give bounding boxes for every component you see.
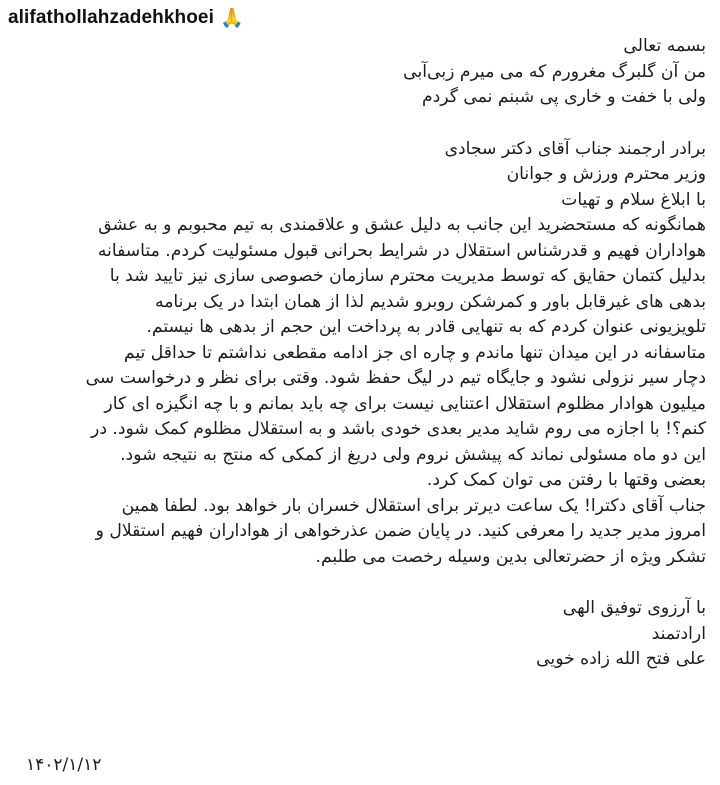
- invocation: بسمه تعالی: [623, 36, 706, 56]
- closing-line: ارادتمند: [651, 623, 706, 644]
- body-line: تلویزیونی عنوان کردم که به تنهایی قادر به پرداخت این حجم از بدهی ها نیستم.: [146, 317, 706, 337]
- body-line: بدهی های غیرقابل باور و کمرشکن روبرو شدیم لذا از همان ابتدا در یک برنامه: [155, 291, 706, 312]
- body-line: این دو ماه مسئولی نماند که پیشش نروم ولی دریغ از کمکی که منتج به نتیجه شود.: [120, 444, 706, 465]
- poem-line: من آن گلبرگ مغرورم که می میرم زبی‌آبی: [403, 61, 706, 82]
- greeting-line: برادر ارجمند جناب آقای دکتر سجادی: [444, 138, 706, 159]
- body-line: کنم؟! با اجازه می روم شاید مدیر بعدی خودی باشد و به استقلال مظلوم کمک شود. در: [91, 419, 706, 439]
- post-header: [8, 4, 244, 32]
- greeting-line: با ابلاغ سلام و تهیات: [561, 189, 706, 210]
- body-line: بعضی وقتها با رفتن می توان کمک کرد.: [426, 470, 706, 490]
- body-line: میلیون هوادار مظلوم استقلال اعتنایی نیست برای چه باید بمانم و با چه انگیزه ای کار: [104, 393, 706, 414]
- body-line: امروز مدیر جدید را معرفی کنید. در پایان ضمن عذرخواهی از هواداران فهیم استقلال و: [95, 521, 706, 541]
- letter-body: [6, 34, 706, 673]
- spacer: [6, 111, 706, 137]
- body-line: هواداران فهیم و قدرشناس استقلال در شرایط بحرانی قبول مسئولیت کردم. متاسفانه: [97, 240, 706, 261]
- folded-hands-icon: 🙏: [219, 6, 244, 29]
- poem-line: ولی با خفت و خاری پی شبنم نمی گردم: [421, 87, 706, 107]
- spacer: [6, 570, 706, 596]
- closing-line: با آرزوی توفیق الهی: [562, 598, 706, 618]
- letter-date: ۱۴۰۲/۱/۱۲: [26, 755, 102, 775]
- body-line: متاسفانه در این میدان تنها ماندم و چاره ای جز ادامه مقطعی نداشتم تا حداقل تیم: [123, 342, 706, 363]
- body-line: دچار سیر نزولی نشود و جایگاه تیم در لیگ حفظ شود. وقتی برای نظر و درخواست سی: [85, 368, 706, 388]
- body-line: بدلیل کتمان حقایق که توسط مدیریت محترم سازمان خصوصی سازی نیز تایید شد با: [109, 266, 706, 286]
- body-line: تشکر ویژه از حضرتعالی بدین وسیله رخصت می طلبم.: [315, 546, 706, 567]
- body-line: همانگونه که مستحضرید این جانب به دلیل عشق و علاقمندی به تیم محبوبم و به عشق: [98, 215, 706, 235]
- signature-name: علی فتح الله زاده خویی: [536, 649, 706, 669]
- username-link[interactable]: alifathollahzadehkhoei: [8, 7, 214, 28]
- body-line: جناب آقای دکترا! یک ساعت دیرتر برای استقلال خسران بار خواهد بود. لطفا همین: [121, 495, 706, 516]
- greeting-line: وزیر محترم ورزش و جوانان: [506, 164, 706, 184]
